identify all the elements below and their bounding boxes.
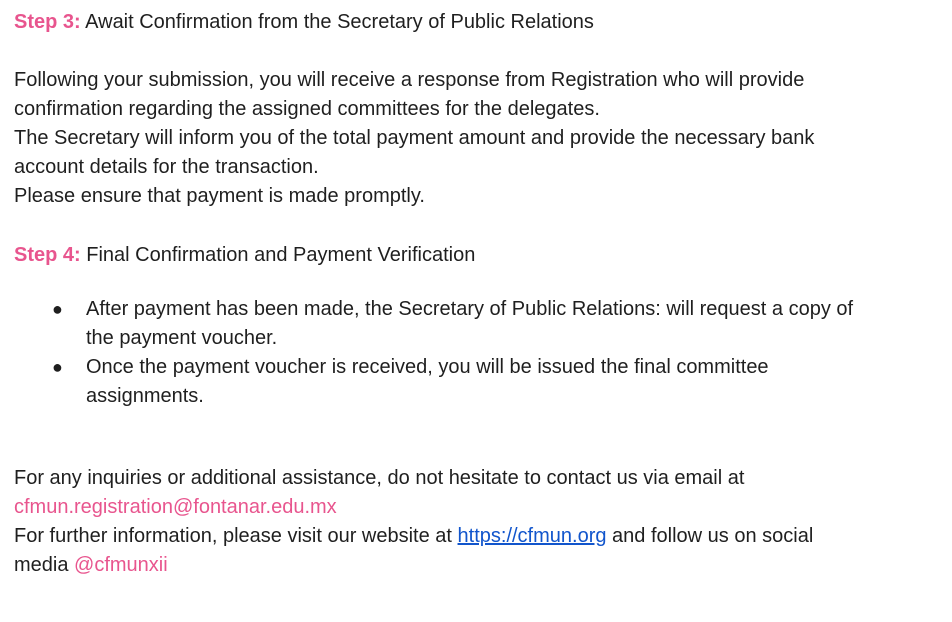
step3-paragraph xyxy=(14,66,938,211)
contact-email[interactable]: cfmun.registration@fontanar.edu.mx xyxy=(14,496,337,518)
website-suffix: and follow us on social xyxy=(606,525,814,547)
step4-bullet-list xyxy=(14,295,938,411)
bullet-text-line: After payment has been made, the Secretary of Public Relations: will request a copy of xyxy=(86,298,854,320)
social-prefix: media xyxy=(14,554,75,576)
step3-title: Await Confirmation from the Secretary of Public Relations xyxy=(80,11,594,33)
step4-title: Final Confirmation and Payment Verification xyxy=(80,244,476,266)
website-link[interactable]: https://cfmun.org xyxy=(457,525,607,547)
bullet-icon: ● xyxy=(52,299,63,319)
step3-paragraph-line: The Secretary will inform you of the total payment amount and provide the necessary bank xyxy=(14,127,815,149)
step3-paragraph-line: Please ensure that payment is made promptly. xyxy=(14,185,425,207)
step4-heading xyxy=(14,241,938,270)
step3-paragraph-line: account details for the transaction. xyxy=(14,156,319,178)
list-item xyxy=(14,295,938,353)
contact-section xyxy=(14,464,938,580)
inquiry-text: For any inquiries or additional assistance, do not hesitate to contact us via email at xyxy=(14,467,745,489)
bullet-text-line: Once the payment voucher is received, you will be issued the final committee xyxy=(86,356,769,378)
social-line xyxy=(14,551,938,580)
website-line xyxy=(14,522,938,551)
step3-paragraph-line: confirmation regarding the assigned committees for the delegates. xyxy=(14,98,600,120)
website-prefix: For further information, please visit our website at xyxy=(14,525,458,547)
bullet-text-line: the payment voucher. xyxy=(86,327,278,349)
step3-label: Step 3: xyxy=(14,11,81,33)
step4-label: Step 4: xyxy=(14,244,81,266)
step3-paragraph-line: Following your submission, you will receive a response from Registration who will provide xyxy=(14,69,805,91)
list-item xyxy=(14,353,938,411)
bullet-icon: ● xyxy=(52,357,63,377)
social-handle[interactable]: @cfmunxii xyxy=(74,554,168,576)
step3-heading xyxy=(14,8,938,37)
bullet-text-line: assignments. xyxy=(86,385,204,407)
